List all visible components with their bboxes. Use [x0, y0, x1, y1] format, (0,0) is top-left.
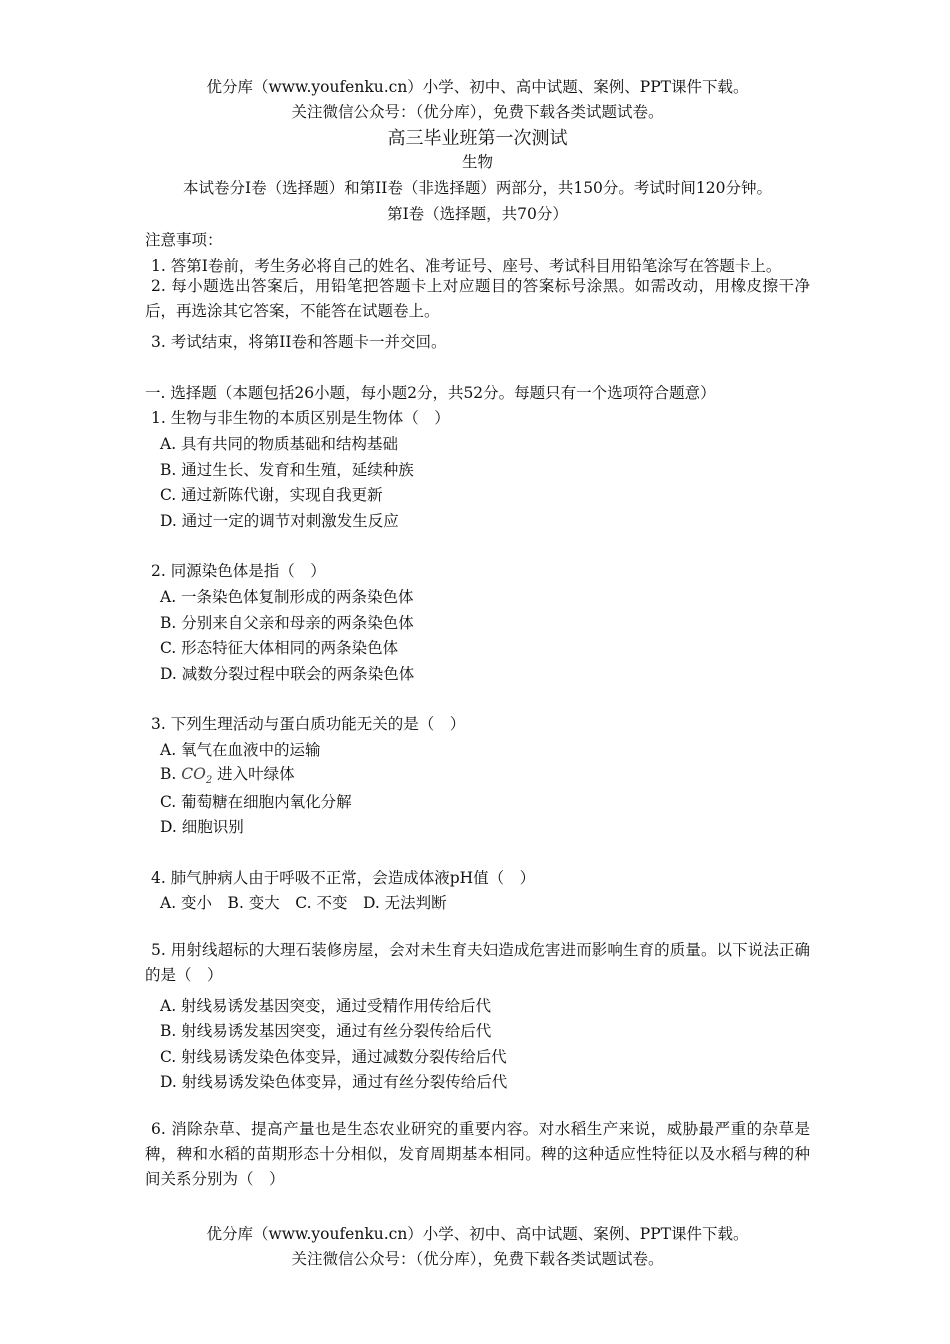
note-item-3: 3. 考试结束，将第II卷和答题卡一并交回。 [151, 333, 447, 351]
q2-option-b: B. 分别来自父亲和母亲的两条染色体 [160, 614, 414, 632]
q6-stem: 6. 消除杂草、提高产量也是生态农业研究的重要内容。对水稻生产来说，威胁最严重的杂草是稗，稗和水稻的苗期形态十分相似，发育周期基本相同。稗的这种适应性特征以及水稻与稗的种间关系分别为（ ） [145, 1120, 810, 1188]
exam-intro: 本试卷分I卷（选择题）和第II卷（非选择题）两部分，共150分。考试时间120分钟。 [182, 179, 773, 197]
q5-option-a: A. 射线易诱发基因突变，通过受精作用传给后代 [160, 997, 492, 1015]
q5-option-c: C. 射线易诱发染色体变异，通过减数分裂传给后代 [160, 1048, 507, 1066]
footer-line-2: 关注微信公众号：（优分库），免费下载各类试题试卷。 [291, 1250, 664, 1268]
q2-option-d: D. 减数分裂过程中联会的两条染色体 [160, 665, 415, 683]
q3-option-b-text: 进入叶绿体 [217, 765, 295, 783]
co2-text: CO [181, 765, 206, 783]
footer-line-1: 优分库（www.youfenku.cn）小学、初中、高中试题、案例、PPT课件下载。 [206, 1225, 749, 1243]
q4-stem: 4. 肺气肿病人由于呼吸不正常，会造成体液pH值（ ） [151, 869, 536, 887]
q3-option-a: A. 氧气在血液中的运输 [160, 741, 321, 759]
q3-option-c: C. 葡萄糖在细胞内氧化分解 [160, 793, 352, 811]
q2-option-c: C. 形态特征大体相同的两条染色体 [160, 639, 399, 657]
q1-option-a: A. 具有共同的物质基础和结构基础 [160, 435, 399, 453]
q2-option-a: A. 一条染色体复制形成的两条染色体 [160, 588, 414, 606]
section1-title: 一. 选择题（本题包括26小题，每小题2分，共52分。每题只有一个选项符合题意） [145, 384, 716, 402]
q5-option-b: B. 射线易诱发基因突变，通过有丝分裂传给后代 [160, 1022, 492, 1040]
exam-subject: 生物 [461, 153, 493, 171]
q1-option-b: B. 通过生长、发育和生殖，延续种族 [160, 461, 414, 479]
header-line-2: 关注微信公众号：（优分库），免费下载各类试题试卷。 [291, 103, 664, 121]
q3-option-b-label: B. [160, 765, 177, 783]
header-line-1: 优分库（www.youfenku.cn）小学、初中、高中试题、案例、PPT课件下载。 [206, 78, 749, 96]
q3-stem: 3. 下列生理活动与蛋白质功能无关的是（ ） [151, 715, 466, 733]
q2-stem: 2. 同源染色体是指（ ） [151, 562, 326, 580]
part1-title: 第I卷（选择题，共70分） [387, 205, 568, 223]
q3-option-d: D. 细胞识别 [160, 818, 244, 836]
notes-heading: 注意事项： [145, 231, 223, 249]
co2-subscript: 2 [205, 775, 213, 787]
q1-option-d: D. 通过一定的调节对刺激发生反应 [160, 512, 399, 530]
q1-option-c: C. 通过新陈代谢，实现自我更新 [160, 486, 383, 504]
q3-option-b [160, 762, 295, 786]
exam-title: 高三毕业班第一次测试 [387, 128, 568, 149]
q5-stem: 5. 用射线超标的大理石装修房屋，会对未生育夫妇造成危害进而影响生育的质量。以下说法正确的是（ ） [145, 941, 810, 984]
note-item-2: 2. 每小题选出答案后，用铅笔把答题卡上对应题目的答案标号涂黑。如需改动，用橡皮擦干净后，再选涂其它答案，不能答在试题卷上。 [145, 277, 810, 320]
co2-formula [181, 765, 213, 787]
note-item-1: 1. 答第I卷前，考生务必将自己的姓名、准考证号、座号、考试科目用铅笔涂写在答题卡上。 [151, 257, 782, 275]
q5-option-d: D. 射线易诱发染色体变异，通过有丝分裂传给后代 [160, 1073, 508, 1091]
q4-options: A. 变小 B. 变大 C. 不变 D. 无法判断 [160, 894, 447, 912]
q1-stem: 1. 生物与非生物的本质区别是生物体（ ） [151, 409, 450, 427]
